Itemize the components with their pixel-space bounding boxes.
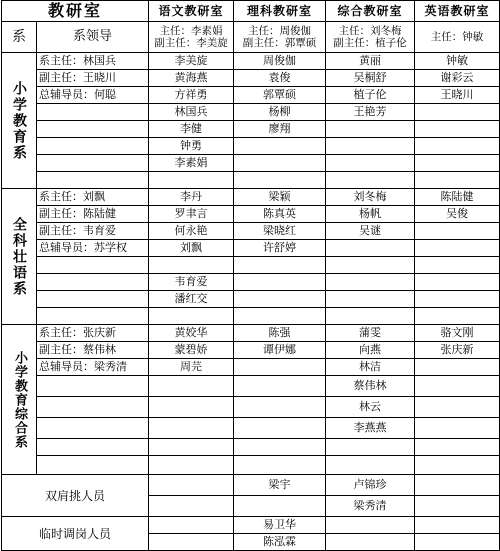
english-cell (415, 308, 500, 325)
leader-cell (37, 456, 149, 475)
english-cell (415, 418, 500, 439)
english-cell: 钟敏 (415, 53, 500, 70)
english-cell (415, 155, 500, 172)
table-row (2, 104, 500, 121)
leader-cell (37, 121, 149, 138)
dept-chinese-directors (149, 22, 234, 53)
english-cell (415, 496, 500, 517)
temp-staff-label: 临时调岗人员 (2, 517, 149, 551)
science-cell: 郭覃硕 (234, 87, 326, 104)
science-cell: 谭伊娜 (234, 342, 326, 359)
general-cell: 林洁 (326, 359, 415, 376)
chinese-cell: 罗聿言 (149, 206, 234, 223)
science-cell (234, 496, 326, 517)
table-title: 教研室 (2, 1, 149, 22)
leader-cell: 副主任：蔡伟林 (37, 342, 149, 359)
chinese-cell: 李健 (149, 121, 234, 138)
leader-cell (37, 104, 149, 121)
general-cell: 向燕 (326, 342, 415, 359)
science-cell (234, 138, 326, 155)
general-cell (326, 274, 415, 291)
english-cell (415, 359, 500, 376)
general-cell (326, 439, 415, 456)
leader-cell: 总辅导员：梁秀清 (37, 359, 149, 376)
chinese-cell (149, 376, 234, 397)
vice-director-line: 副主任：植子伦 (333, 37, 407, 49)
science-cell (234, 308, 326, 325)
table-row (2, 53, 500, 70)
table-row (2, 456, 500, 475)
general-cell (326, 291, 415, 308)
col-xi-header: 系 (2, 22, 37, 53)
science-cell (234, 155, 326, 172)
table-row (2, 439, 500, 456)
leader-cell (37, 155, 149, 172)
science-cell: 袁俊 (234, 70, 326, 87)
table-row (2, 291, 500, 308)
english-cell: 谢彩云 (415, 70, 500, 87)
general-cell (326, 308, 415, 325)
english-cell (415, 456, 500, 475)
table-row (2, 359, 500, 376)
leader-cell (37, 274, 149, 291)
leader-cell (37, 308, 149, 325)
chinese-cell: 李素娟 (149, 155, 234, 172)
english-cell: 陈陆健 (415, 189, 500, 206)
leader-cell (37, 439, 149, 456)
chinese-cell: 黄海燕 (149, 70, 234, 87)
general-cell: 吴桐舒 (326, 70, 415, 87)
table-row (2, 342, 500, 359)
leader-cell: 总辅导员：何聪 (37, 87, 149, 104)
leader-cell: 副主任：王晓川 (37, 70, 149, 87)
science-cell (234, 172, 326, 189)
leader-cell: 系主任：张庆新 (37, 325, 149, 342)
leader-cell (37, 257, 149, 274)
science-cell: 梁宇 (234, 475, 326, 496)
section-name-cell (2, 325, 37, 475)
chinese-cell: 韦育爱 (149, 274, 234, 291)
science-cell: 陈真英 (234, 206, 326, 223)
general-cell: 吴谜 (326, 223, 415, 240)
english-cell (415, 291, 500, 308)
table-row (2, 397, 500, 418)
general-cell: 王艳芳 (326, 104, 415, 121)
english-cell (415, 517, 500, 534)
chinese-cell (149, 257, 234, 274)
science-cell (234, 397, 326, 418)
header-row-1 (2, 1, 500, 22)
english-cell (415, 121, 500, 138)
leader-cell (37, 172, 149, 189)
chinese-cell (149, 308, 234, 325)
chinese-cell: 黄姣华 (149, 325, 234, 342)
english-cell (415, 534, 500, 551)
general-cell (326, 534, 415, 551)
chinese-cell: 刘飘 (149, 240, 234, 257)
table-row (2, 87, 500, 104)
english-cell (415, 257, 500, 274)
general-cell (326, 121, 415, 138)
science-cell: 梁颖 (234, 189, 326, 206)
vice-director-line: 副主任：李美旋 (154, 37, 228, 49)
dept-english-name: 英语教研室 (415, 1, 500, 22)
general-cell (326, 456, 415, 475)
dept-chinese-name: 语文教研室 (149, 1, 234, 22)
general-cell (326, 155, 415, 172)
leader-cell: 系主任：林国兵 (37, 53, 149, 70)
general-cell: 植子伦 (326, 87, 415, 104)
general-cell (326, 172, 415, 189)
leader-cell: 总辅导员：苏学权 (37, 240, 149, 257)
header-row-2 (2, 22, 500, 53)
science-cell (234, 439, 326, 456)
english-cell (415, 397, 500, 418)
general-cell: 梁秀清 (326, 496, 415, 517)
general-cell: 卢锦珍 (326, 475, 415, 496)
chinese-cell (149, 534, 234, 551)
science-cell (234, 257, 326, 274)
science-cell: 陈强 (234, 325, 326, 342)
general-cell: 林云 (326, 397, 415, 418)
english-cell (415, 376, 500, 397)
pair-staff-row (2, 475, 500, 496)
science-cell: 周俊伽 (234, 53, 326, 70)
director-line: 主任：周俊伽 (248, 25, 312, 37)
table-row (2, 257, 500, 274)
chinese-cell (149, 496, 234, 517)
english-cell (415, 439, 500, 456)
general-cell (326, 138, 415, 155)
dept-science-directors (234, 22, 326, 53)
table-row (2, 308, 500, 325)
english-cell (415, 274, 500, 291)
table-row (2, 189, 500, 206)
chinese-cell: 蒙碧娇 (149, 342, 234, 359)
english-cell (415, 223, 500, 240)
dept-general-name: 综合教研室 (326, 1, 415, 22)
chinese-cell: 方祥勇 (149, 87, 234, 104)
pair-staff-label: 双肩挑人员 (2, 475, 149, 517)
science-cell (234, 359, 326, 376)
section-name: 小学教育综合系 (12, 350, 27, 449)
table-row (2, 223, 500, 240)
leader-cell (37, 418, 149, 439)
science-cell: 陈泓霖 (234, 534, 326, 551)
general-cell (326, 240, 415, 257)
english-cell (415, 172, 500, 189)
section-name-cell (2, 53, 37, 189)
dept-science-name: 理科教研室 (234, 1, 326, 22)
section-name-cell (2, 189, 37, 325)
table-row (2, 206, 500, 223)
general-cell: 蒲雯 (326, 325, 415, 342)
general-cell: 杨帆 (326, 206, 415, 223)
table-row (2, 274, 500, 291)
general-cell (326, 517, 415, 534)
table-row (2, 70, 500, 87)
table-row (2, 121, 500, 138)
english-cell: 吴俊 (415, 206, 500, 223)
general-cell: 蔡伟林 (326, 376, 415, 397)
chinese-cell (149, 517, 234, 534)
leader-cell (37, 291, 149, 308)
table-row (2, 172, 500, 189)
chinese-cell (149, 456, 234, 475)
leader-cell (37, 397, 149, 418)
science-cell: 梁晓红 (234, 223, 326, 240)
col-leader-header: 系领导 (37, 22, 149, 53)
table-row (2, 240, 500, 257)
english-cell (415, 138, 500, 155)
staff-table (1, 0, 500, 551)
chinese-cell (149, 439, 234, 456)
general-cell (326, 257, 415, 274)
chinese-cell (149, 475, 234, 496)
leader-cell (37, 376, 149, 397)
section-name: 小学教育系 (11, 80, 27, 161)
leader-cell: 系主任：刘飘 (37, 189, 149, 206)
science-cell (234, 274, 326, 291)
english-cell (415, 104, 500, 121)
leader-cell: 副主任：陈陆健 (37, 206, 149, 223)
english-cell (415, 475, 500, 496)
science-cell: 许舒婷 (234, 240, 326, 257)
english-cell: 王晓川 (415, 87, 500, 104)
table-row (2, 155, 500, 172)
chinese-cell: 周芫 (149, 359, 234, 376)
leader-cell: 副主任：韦育爱 (37, 223, 149, 240)
director-line: 主任：钟敏 (430, 31, 484, 43)
table-row (2, 138, 500, 155)
vice-director-line: 副主任：郭覃硕 (242, 37, 317, 49)
science-cell (234, 418, 326, 439)
chinese-cell (149, 418, 234, 439)
chinese-cell: 李美旋 (149, 53, 234, 70)
science-cell: 易卫华 (234, 517, 326, 534)
general-cell: 黄丽 (326, 53, 415, 70)
table-row (2, 376, 500, 397)
table-row (2, 418, 500, 439)
chinese-cell (149, 397, 234, 418)
table-row (2, 325, 500, 342)
science-cell (234, 376, 326, 397)
general-cell: 刘冬梅 (326, 189, 415, 206)
english-cell: 张庆新 (415, 342, 500, 359)
chinese-cell: 李丹 (149, 189, 234, 206)
science-cell (234, 291, 326, 308)
science-cell: 杨柳 (234, 104, 326, 121)
chinese-cell: 林国兵 (149, 104, 234, 121)
director-line: 主任：刘冬梅 (338, 25, 402, 37)
director-line: 主任：李素娟 (159, 25, 223, 37)
dept-general-directors (326, 22, 415, 53)
chinese-cell: 潘红交 (149, 291, 234, 308)
chinese-cell: 钟勇 (149, 138, 234, 155)
general-cell: 李燕燕 (326, 418, 415, 439)
science-cell: 廖翔 (234, 121, 326, 138)
english-cell: 骆文刚 (415, 325, 500, 342)
temp-staff-row (2, 517, 500, 534)
chinese-cell: 何永艳 (149, 223, 234, 240)
section-name: 全科壮语系 (11, 216, 27, 297)
chinese-cell (149, 172, 234, 189)
english-cell (415, 240, 500, 257)
science-cell (234, 456, 326, 475)
dept-english-directors (415, 22, 500, 53)
leader-cell (37, 138, 149, 155)
